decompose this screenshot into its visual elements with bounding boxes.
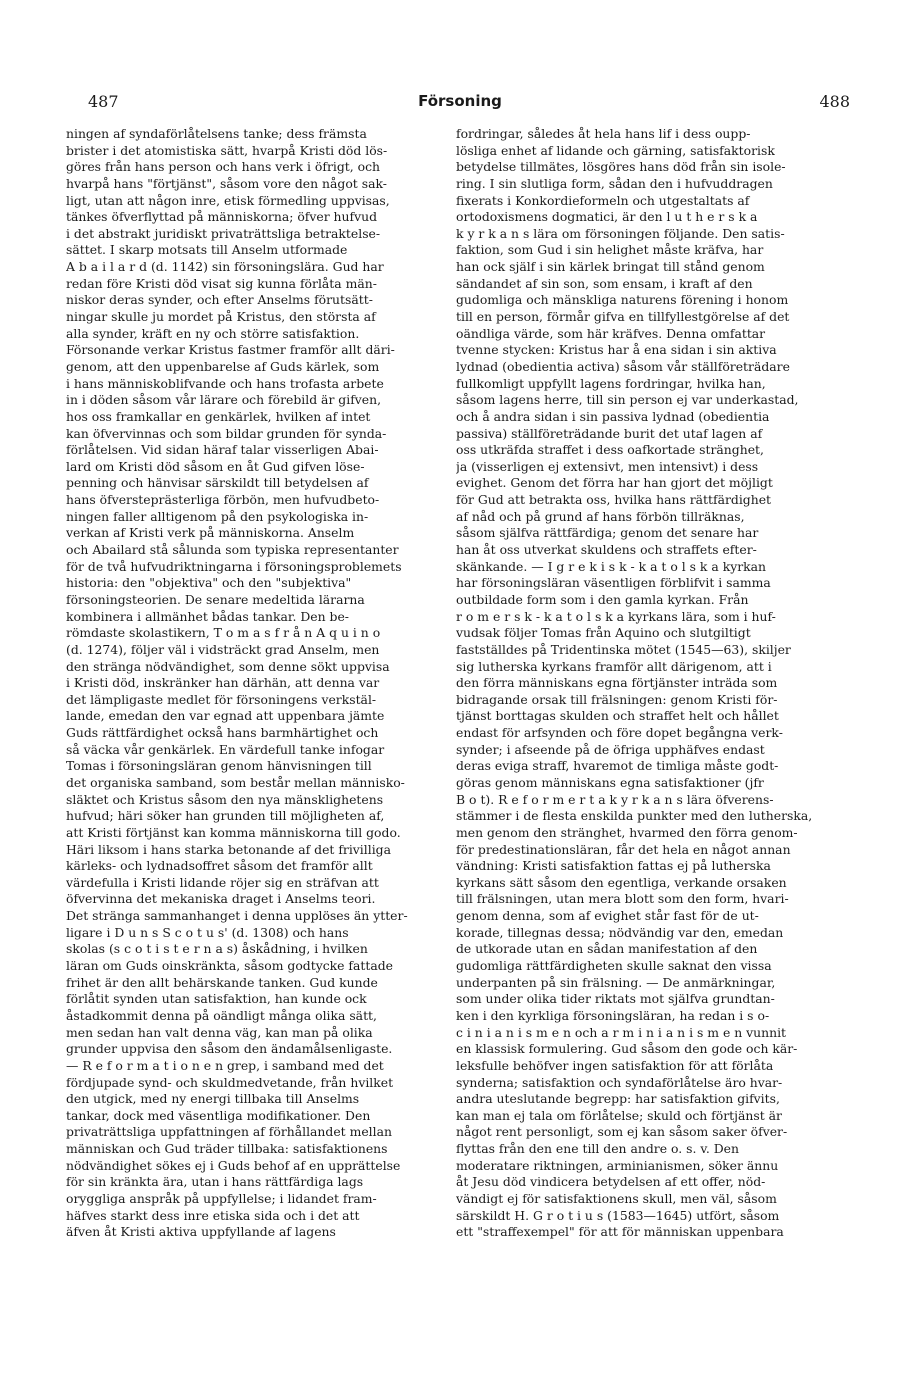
text-line: genom denna, som af evighet står fast för de ut- [456, 908, 759, 924]
text-line: römdaste skolastikern, T o m a s f r å n A q u i n o [66, 625, 381, 641]
text-line: kombinera i allmänhet bådas tankar. Den be- [66, 608, 349, 624]
text-line: ja (visserligen ej extensivt, men intensivt) i dess [456, 458, 759, 474]
text-line: som under olika tider riktats mot själfva grundtan- [456, 991, 775, 1007]
text-line: synderna; satisfaktion och syndaförlåtelse äro hvar- [456, 1074, 783, 1090]
text-line: moderatare riktningen, arminianismen, söker ännu [456, 1157, 779, 1173]
text-line: det organiska samband, som består mellan människo- [66, 774, 405, 790]
text-line: ningar skulle ju mordet på Kristus, den största af [66, 309, 376, 325]
text-line: historia: den "objektiva" och den "subjektiva" [66, 575, 352, 591]
text-line: i Kristi död, inskränker han därhän, att denna var [66, 675, 380, 691]
text-line: B o t). R e f o r m e r t a k y r k a n s lära öfverens- [456, 791, 774, 807]
right-page-number: 488 [819, 92, 850, 111]
text-line: särskildt H. G r o t i u s (1583—1645) utfört, såsom [456, 1207, 780, 1223]
text-line: grunder uppvisa den såsom den ändamålsenligaste. [66, 1041, 393, 1057]
left-page-number: 487 [88, 92, 119, 111]
text-line: åt Jesu död vindicera betydelsen af ett offer, nöd- [456, 1174, 766, 1190]
text-line: brister i det atomistiska sätt, hvarpå Kristi död lös- [66, 142, 388, 158]
text-line: fullkomligt uppfyllt lagens fordringar, hvilka han, [456, 375, 766, 391]
text-line: A b a i l a r d (d. 1142) sin försoningslära. Gud har [66, 259, 384, 275]
text-line: något rent personligt, som ej kan såsom saker öfver- [456, 1124, 788, 1140]
text-line: k y r k a n s lära om försoningen följande. Den satis- [456, 225, 785, 241]
text-line: (d. 1274), följer väl i vidsträckt grad Anselm, men [66, 641, 380, 657]
text-line: häfves starkt dess inre etiska sida och i det att [66, 1207, 360, 1223]
text-line: ligt, utan att någon inre, etisk förmedling uppvisas, [66, 192, 390, 208]
text-line: åstadkommit denna på oändligt många olika sätt, [66, 1007, 377, 1023]
text-line: lydnad (obedientia activa) såsom vår ställföreträdare [456, 358, 790, 374]
text-line: penning och hänvisar särskildt till betydelsen af [66, 475, 369, 491]
page-header [70, 92, 850, 114]
text-line: förlåtit synden utan satisfaktion, han kunde ock [66, 991, 367, 1007]
text-line: kärleks- och lydnadsoffret såsom det framför allt [66, 858, 373, 874]
text-line: leksfulle behöfver ingen satisfaktion för att förlåta [456, 1057, 774, 1073]
right-text-column [456, 126, 834, 1241]
text-line: den stränga nödvändighet, som denne sökt uppvisa [66, 658, 390, 674]
text-line: det lämpligaste medlet för försoningens verkstäl- [66, 691, 377, 707]
text-line: faktion, som Gud i sin helighet måste kräfva, har [456, 242, 764, 258]
text-line: ken i den kyrkliga försoningsläran, ha redan i s o- [456, 1007, 770, 1023]
text-line: i hans människoblifvande och hans trofasta arbete [66, 375, 384, 391]
text-line: försoningsteorien. De senare medeltida lärarna [66, 591, 365, 607]
text-line: vändning: Kristi satisfaktion fattas ej på lutherska [456, 858, 771, 874]
text-line: kyrkans sätt såsom den egentliga, verkande orsaken [456, 874, 787, 890]
text-line: bidragande orsak till frälsningen: genom Kristi för- [456, 691, 778, 707]
text-line: Det stränga sammanhanget i denna upplöses än ytter- [66, 908, 408, 924]
text-line: har försoningsläran väsentligen förblifvit i samma [456, 575, 771, 591]
text-line: fastställdes på Tridentinska mötet (1545—63), skiljer [456, 641, 791, 657]
text-line: gudomliga och mänskliga naturens förening i honom [456, 292, 789, 308]
text-line: synder; i afseende på de öfriga upphäfves endast [456, 741, 765, 757]
text-line: frihet är den allt behärskande tanken. Gud kunde [66, 974, 378, 990]
text-line: hos oss framkallar en genkärlek, hvilken af intet [66, 408, 371, 424]
text-line: för predestinationsläran, får det hela en något annan [456, 841, 791, 857]
text-line: läran om Guds oinskränkta, såsom godtycke fattade [66, 958, 394, 974]
text-line: privaträttsliga uppfattningen af förhållandet mellan [66, 1124, 392, 1140]
text-line: till en person, förmår gifva en tillfyllestgörelse af det [456, 309, 790, 325]
left-text-column [66, 126, 444, 1241]
text-line: fordringar, således åt hela hans lif i dess oupp- [456, 126, 751, 141]
text-line: att Kristi förtjänst kan komma människorna till godo. [66, 824, 401, 840]
text-line: ett "straffexempel" för att för människan uppenbara [456, 1224, 784, 1240]
text-line: deras eviga straff, hvaremot de timliga måste godt- [456, 758, 779, 774]
text-line: — R e f o r m a t i o n e n grep, i samband med det [66, 1057, 384, 1073]
text-line: tänkes öfverflyttad på människorna; öfver hufvud [66, 209, 378, 225]
text-line: han ock själf i sin kärlek bringat till stånd genom [456, 259, 765, 275]
text-line: tjänst borttagas skulden och straffet helt och hållet [456, 708, 779, 724]
text-line: in i döden såsom vår lärare och förebild är gifven, [66, 392, 382, 408]
text-line: till frälsningen, utan mera blott som den form, hvari- [456, 891, 789, 907]
text-line: lösliga enhet af lidande och gärning, satisfaktorisk [456, 142, 775, 158]
text-line: oryggliga anspråk på uppfyllelse; i lidandet fram- [66, 1191, 377, 1206]
text-line: skolas (s c o t i s t e r n a s) åskådning, i hvilken [66, 941, 368, 957]
text-line: den förra människans egna förtjänster inträda som [456, 675, 778, 691]
text-line: värdefulla i Kristi lidande röjer sig en sträfvan att [66, 874, 379, 890]
text-line: niskor deras synder, och efter Anselms förutsätt- [66, 292, 373, 308]
text-line: lard om Kristi död såsom en åt Gud gifven löse- [66, 458, 365, 474]
text-line: vudsak följer Tomas från Aquino och slutgiltigt [456, 625, 751, 641]
text-line: skänkande. — I g r e k i s k - k a t o l s k a kyrkan [456, 558, 767, 574]
text-line: ningen af syndaförlåtelsens tanke; dess främsta [66, 126, 367, 141]
text-line: Guds rättfärdighet också hans barmhärtighet och [66, 725, 379, 741]
text-line: en klassisk formulering. Gud såsom den gode och kär- [456, 1041, 798, 1057]
text-line: lande, emedan den var egnad att uppenbara jämte [66, 708, 385, 724]
text-line: Häri liksom i hans starka betonande af det frivilliga [66, 841, 391, 857]
text-line: korade, tillegnas dessa; nödvändig var den, emedan [456, 924, 784, 940]
text-line: gudomliga rättfärdigheten skulle saknat den vissa [456, 958, 772, 974]
text-line: sig lutherska kyrkans framför allt därigenom, att i [456, 658, 772, 674]
text-line: och Abailard stå sålunda som typiska representanter [66, 542, 399, 558]
text-line: endast för arfsynden och före dopet begångna verk- [456, 725, 783, 741]
running-title: Försoning [418, 92, 502, 110]
text-line: så väcka vår genkärlek. En värdefull tanke infogar [66, 741, 385, 757]
text-line: fördjupade synd- och skuldmedvetande, från hvilket [66, 1074, 394, 1090]
text-line: outbildade form som i den gamla kyrkan. Från [456, 591, 749, 607]
text-line: han åt oss utverkat skuldens och straffets efter- [456, 542, 757, 558]
text-line: af nåd och på grund af hans förbön tillräknas, [456, 508, 745, 524]
text-line: för de två hufvudriktningarna i försoningsproblemets [66, 558, 402, 574]
text-line: ring. I sin slutliga form, sådan den i hufvuddragen [456, 175, 773, 191]
text-line: kan öfvervinnas och som bildar grunden för synda- [66, 425, 387, 441]
text-line: hufvud; häri söker han grunden till möjligheten af, [66, 808, 385, 824]
text-line: andra uteslutande begrepp: har satisfaktion gifvits, [456, 1091, 780, 1107]
text-line: betydelse tillmätes, lösgöres hans död från sin isole- [456, 159, 786, 175]
text-line: c i n i a n i s m e n och a r m i n i a n i s m e n vunnit [456, 1024, 787, 1040]
text-line: göras genom människans egna satisfaktioner (jfr [456, 774, 764, 790]
text-line: ningen faller alltigenom på den psykologiska in- [66, 508, 369, 524]
text-line: sättet. I skarp motsats till Anselm utformade [66, 242, 348, 258]
text-line: alla synder, kräft en ny och större satisfaktion. [66, 325, 360, 341]
text-line: redan före Kristi död visat sig kunna förlåta män- [66, 275, 377, 291]
text-line: Försonande verkar Kristus fastmer framför allt däri- [66, 342, 395, 358]
text-line: oändliga värde, som här kräfves. Denna omfattar [456, 325, 766, 341]
text-line: Tomas i försoningsläran genom hänvisningen till [66, 758, 372, 774]
text-line: släktet och Kristus såsom den nya mänsklighetens [66, 791, 384, 807]
text-line: för sin kränkta ära, utan i hans rättfärdiga lags [66, 1174, 364, 1190]
text-line: hvarpå hans "förtjänst", såsom vore den något sak- [66, 175, 387, 191]
text-line: r o m e r s k - k a t o l s k a kyrkans lära, som i huf- [456, 608, 776, 624]
text-line: tankar, dock med väsentliga modifikationer. Den [66, 1107, 371, 1123]
text-line: den utgick, med ny energi tillbaka till Anselms [66, 1091, 360, 1107]
text-line: de utkorade utan en sådan manifestation af den [456, 941, 758, 957]
text-line: vändigt ej för satisfaktionens skull, men väl, såsom [456, 1191, 777, 1206]
text-line: hans öfversteprästerliga förbön, men hufvudbeto- [66, 492, 380, 508]
text-line: för Gud att betrakta oss, hvilka hans rättfärdighet [456, 492, 772, 508]
text-line: tvenne stycken: Kristus har å ena sidan i sin aktiva [456, 342, 777, 358]
text-line: och å andra sidan i sin passiva lydnad (obedientia [456, 408, 770, 424]
text-line: ortodoxismens dogmatici, är den l u t h e r s k a [456, 209, 758, 225]
text-line: men genom den stränghet, hvarmed den förra genom- [456, 824, 798, 840]
text-line: underpanten på sin frälsning. — De anmärkningar, [456, 974, 776, 990]
text-line: i det abstrakt juridiskt privaträttsliga betraktelse- [66, 225, 381, 241]
text-line: göres från hans person och hans verk i öfrigt, och [66, 159, 380, 175]
text-line: kan man ej tala om förlåtelse; skuld och förtjänst är [456, 1107, 782, 1123]
text-line: äfven åt Kristi aktiva uppfyllande af lagens [66, 1224, 336, 1240]
text-line: passiva) ställföreträdande burit det utaf lagen af [456, 425, 763, 441]
text-line: oss utkräfda straffet i dess oafkortade stränghet, [456, 442, 764, 458]
text-line: förlåtelsen. Vid sidan häraf talar visserligen Abai- [66, 442, 379, 458]
text-line: genom, att den uppenbarelse af Guds kärlek, som [66, 358, 380, 374]
text-line: fixerats i Konkordieformeln och utgestaltats af [456, 192, 750, 208]
text-line: nödvändighet sökes ej i Guds behof af en upprättelse [66, 1157, 401, 1173]
text-line: såsom själfva rättfärdiga; genom det senare har [456, 525, 759, 541]
text-line: människan och Gud träder tillbaka: satisfaktionens [66, 1141, 388, 1157]
text-line: stämmer i de flesta enskilda punkter med den lutherska, [456, 808, 813, 824]
text-line: ligare i D u n s S c o t u s' (d. 1308) och hans [66, 924, 349, 940]
text-line: verkan af Kristi verk på människorna. Anselm [66, 525, 355, 541]
text-line: öfvervinna det mekaniska draget i Anselms teori. [66, 891, 376, 907]
text-line: flyttas från den ene till den andre o. s. v. Den [456, 1141, 739, 1157]
text-line: såsom lagens herre, till sin person ej var underkastad, [456, 392, 799, 408]
text-line: sändandet af sin son, som ensam, i kraft af den [456, 275, 753, 291]
text-line: evighet. Genom det förra har han gjort det möjligt [456, 475, 773, 491]
text-line: men sedan han valt denna väg, kan man på olika [66, 1024, 373, 1040]
